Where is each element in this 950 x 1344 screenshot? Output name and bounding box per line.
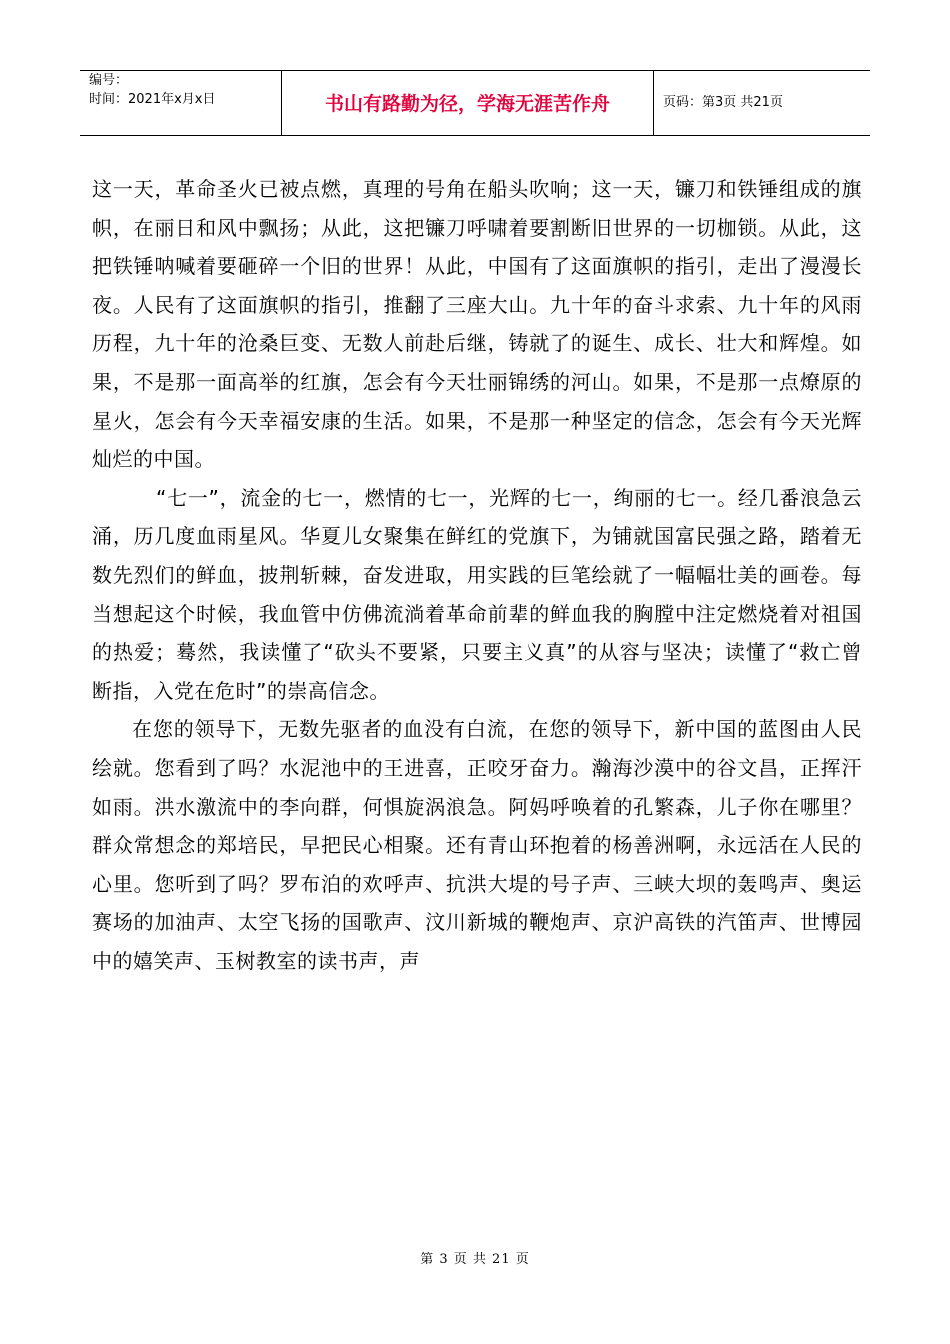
page-footer: 第 3 页 共 21 页	[420, 1252, 530, 1267]
document-body	[92, 170, 862, 980]
document-date: 时间：2021年x月x日	[89, 92, 216, 107]
body-paragraph: 这一天，革命圣火已被点燃，真理的号角在船头吹响；这一天，镰刀和铁锤组成的旗帜，在丽日和风中飘扬；从此，这把镰刀呼啸着要割断旧世界的一切枷锁。从此，这把铁锤呐喊着要砸碎一个旧的世界！从此，中国有了这面旗帜的指引，走出了漫漫长夜。人民有了这面旗帜的指引，推翻了三座大山。九十年的奋斗求索、九十年的风雨历程，九十年的沧桑巨变、无数人前赴后继，铸就了的诞生、成长、壮大和辉煌。如果，不是那一面高举的红旗，怎会有今天壮丽锦绣的河山。如果，不是那一点燎原的星火，怎会有今天幸福安康的生活。如果，不是那一种坚定的信念，怎会有今天光辉灿烂的中国。	[92, 177, 862, 472]
header-page-info: 页码：第3页 共21页	[663, 95, 783, 110]
header-meta-cell	[80, 71, 282, 135]
document-number-label: 编号：	[89, 73, 129, 88]
body-paragraph: “七一”，流金的七一，燃情的七一，光辉的七一，绚丽的七一。经几番浪急云涌，历几度血雨星风。华夏儿女聚集在鲜红的党旗下，为铺就国富民强之路，踏着无数先烈们的鲜血，披荆斩棘，奋发进取，用实践的巨笔绘就了一幅幅壮美的画卷。每当想起这个时候，我血管中仿佛流淌着革命前辈的鲜血我的胸膛中注定燃烧着对祖国的热爱；蓦然，我读懂了“砍头不要紧，只要主义真”的从容与坚决；读懂了“救亡曾断指，入党在危时”的崇高信念。	[92, 485, 862, 703]
header-motto: 书山有路勤为径，学海无涯苦作舟	[282, 71, 654, 135]
document-header	[80, 70, 870, 136]
body-paragraph: 在您的领导下，无数先驱者的血没有白流，在您的领导下，新中国的蓝图由人民绘就。您看到了吗？水泥池中的王进喜，正咬牙奋力。瀚海沙漠中的谷文昌，正挥汗如雨。洪水激流中的李向群，何惧旋涡浪急。阿妈呼唤着的孔繁森，儿子你在哪里？群众常想念的郑培民，早把民心相聚。还有青山环抱着的杨善洲啊，永远活在人民的心里。您听到了吗？罗布泊的欢呼声、抗洪大堤的号子声、三峡大坝的轰鸣声、奥运赛场的加油声、太空飞扬的国歌声、汶川新城的鞭炮声、京沪高铁的汽笛声、世博园中的嬉笑声、玉树教室的读书声，声	[92, 717, 862, 973]
